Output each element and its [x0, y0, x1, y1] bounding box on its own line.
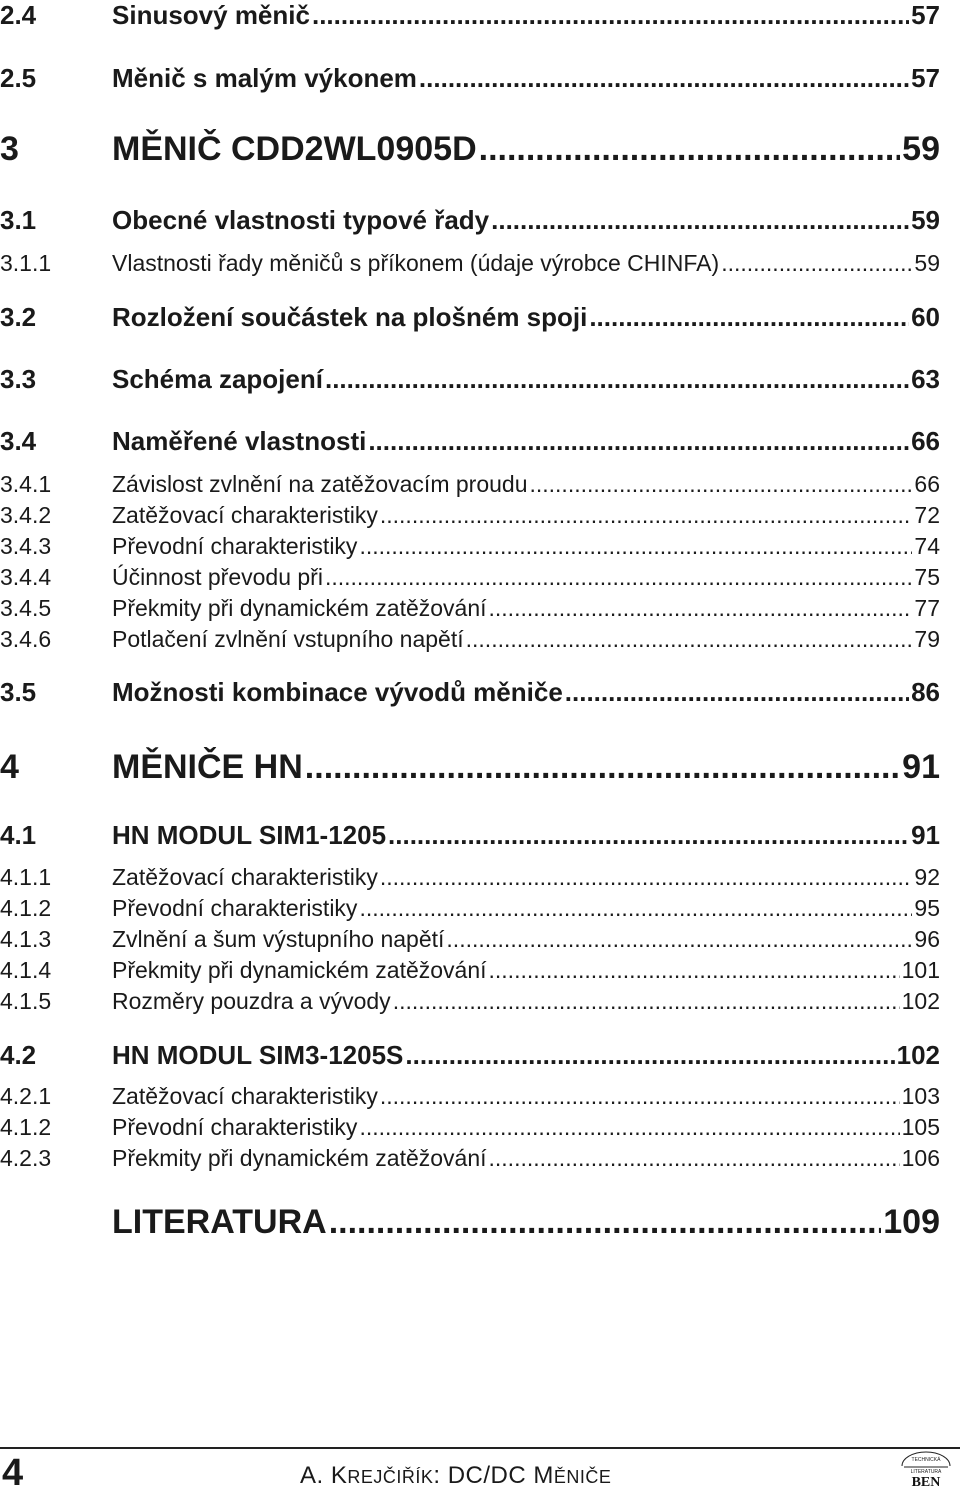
page-number: 96 — [914, 926, 940, 952]
toc-entry-3-4-3 — [0, 533, 940, 560]
section-title: MĚNIČ CDD2WL0905D — [112, 130, 477, 168]
dot-leader — [325, 564, 912, 591]
footer-book-prefix: : DC/DC M — [433, 1462, 554, 1489]
page-number: 101 — [901, 957, 940, 983]
dot-leader — [380, 502, 913, 529]
page-number: 109 — [883, 1203, 940, 1241]
section-number: 4.1 — [0, 820, 37, 850]
section-title: Zatěžovací charakteristiky — [112, 864, 378, 890]
logo-bottom-text: LITERATURA — [910, 1469, 942, 1475]
footer-running-title — [300, 1462, 611, 1490]
dot-leader — [489, 957, 900, 984]
toc-entry-2-5 — [0, 63, 940, 94]
page-number: 59 — [911, 205, 940, 235]
page-number: 95 — [914, 895, 940, 921]
page-number: 91 — [902, 748, 940, 786]
toc-entry-3 — [0, 130, 940, 169]
section-number: 4 — [0, 748, 19, 786]
page-number: 75 — [914, 564, 940, 590]
dot-leader — [419, 63, 909, 94]
footer-author-rest: REJČIŘÍK — [347, 1467, 434, 1487]
section-title: Překmity při dynamickém zatěžování — [112, 1145, 487, 1171]
toc-entry-3-4-2 — [0, 502, 940, 529]
dot-leader — [388, 820, 909, 851]
page-number: 91 — [911, 820, 940, 850]
dot-leader — [589, 302, 909, 333]
section-number: 3.4.2 — [0, 502, 52, 528]
dot-leader — [305, 748, 900, 787]
toc-entry-4-1-4 — [0, 957, 940, 984]
dot-leader — [312, 0, 909, 31]
section-title: Rozložení součástek na plošném spoji — [112, 302, 588, 332]
section-number: 3.4.3 — [0, 533, 52, 559]
section-title: Účinnost převodu při — [112, 564, 323, 590]
toc-entry-4-1-5 — [0, 988, 940, 1015]
dot-leader — [466, 626, 913, 653]
page-number: 86 — [911, 677, 940, 707]
toc-entry-3-3 — [0, 364, 940, 395]
page-number: 63 — [911, 364, 940, 394]
page-number: 59 — [914, 250, 940, 276]
section-number: 4.1.5 — [0, 988, 52, 1014]
section-title: Překmity při dynamickém zatěžování — [112, 595, 487, 621]
section-title: Zatěžovací charakteristiky — [112, 1083, 378, 1109]
section-number: 4.1.4 — [0, 957, 52, 983]
dot-leader — [529, 471, 912, 498]
section-title: HN MODUL SIM3-1205S — [112, 1040, 404, 1070]
toc-entry-literatura — [0, 1203, 940, 1242]
section-title: Rozměry pouzdra a vývody — [112, 988, 391, 1014]
section-title: Převodní charakteristiky — [112, 895, 358, 921]
toc-entry-3-4 — [0, 426, 940, 457]
section-title: Překmity při dynamickém zatěžování — [112, 957, 487, 983]
toc-entry-4-1-3 — [0, 926, 940, 953]
logo-top-text: TECHNICKÁ — [911, 1457, 941, 1463]
section-title: Zvlnění a šum výstupního napětí — [112, 926, 445, 952]
section-number: 2.4 — [0, 0, 37, 30]
section-number: 4.1.1 — [0, 864, 52, 890]
page-number: 66 — [911, 426, 940, 456]
section-number: 3.4 — [0, 426, 37, 456]
page-number: 72 — [914, 502, 940, 528]
section-title: Zatěžovací charakteristiky — [112, 502, 378, 528]
page-number: 106 — [901, 1145, 940, 1171]
toc-entry-3-1 — [0, 205, 940, 236]
section-title: MĚNIČE HN — [112, 748, 303, 786]
footer-page-number: 4 — [2, 1452, 24, 1494]
page-number: 102 — [896, 1040, 940, 1070]
dot-leader — [721, 250, 912, 277]
dot-leader — [489, 595, 913, 622]
section-number: 3.4.5 — [0, 595, 52, 621]
section-number: 3.5 — [0, 677, 37, 707]
dot-leader — [380, 1083, 900, 1110]
section-number: 3.1 — [0, 205, 37, 235]
section-title: Naměřené vlastnosti — [112, 426, 367, 456]
toc-entry-4-1-2 — [0, 895, 940, 922]
dot-leader — [405, 1040, 894, 1071]
section-title: Měnič s malým výkonem — [112, 63, 417, 93]
toc-entry-4-1-2b — [0, 1114, 940, 1141]
toc-entry-3-2 — [0, 302, 940, 333]
section-number: 3.3 — [0, 364, 37, 394]
dot-leader — [325, 364, 909, 395]
toc-entry-3-1-1 — [0, 250, 940, 277]
page-number: 60 — [911, 302, 940, 332]
section-number: 3.1.1 — [0, 250, 52, 276]
toc-entry-4-2-1 — [0, 1083, 940, 1110]
dot-leader — [359, 533, 912, 560]
section-number: 3.2 — [0, 302, 37, 332]
toc-entry-3-4-5 — [0, 595, 940, 622]
dot-leader — [393, 988, 900, 1015]
footer-book-rest: ĚNIČE — [553, 1467, 612, 1487]
toc-entry-4-2 — [0, 1040, 940, 1071]
dot-leader — [446, 926, 912, 953]
section-title: Sinusový měnič — [112, 0, 310, 30]
page-number: 77 — [914, 595, 940, 621]
toc-entry-3-4-1 — [0, 471, 940, 498]
toc-entry-3-4-4 — [0, 564, 940, 591]
section-number: 4.1.2 — [0, 1114, 52, 1140]
section-title: Potlačení zvlnění vstupního napětí — [112, 626, 464, 652]
page-number: 59 — [902, 130, 940, 168]
section-number: 3.4.4 — [0, 564, 52, 590]
section-title: Převodní charakteristiky — [112, 1114, 358, 1140]
section-number: 3.4.6 — [0, 626, 52, 652]
section-title: Možnosti kombinace vývodů měniče — [112, 677, 563, 707]
footer-divider — [0, 1447, 960, 1449]
section-number: 3 — [0, 130, 19, 168]
publisher-logo-icon — [896, 1450, 956, 1488]
footer-author-initial: A. K — [300, 1462, 348, 1489]
page-number: 105 — [901, 1114, 940, 1140]
toc-entry-4-1 — [0, 820, 940, 851]
section-title: Vlastnosti řady měničů s příkonem (údaje výrobce CHINFA) — [112, 250, 720, 276]
dot-leader — [479, 130, 901, 169]
section-title: LITERATURA — [112, 1203, 327, 1241]
toc-entry-4 — [0, 748, 940, 787]
page-number: 103 — [901, 1083, 940, 1109]
page-number: 57 — [911, 63, 940, 93]
section-title: Schéma zapojení — [112, 364, 323, 394]
dot-leader — [368, 426, 909, 457]
toc-entry-4-1-1 — [0, 864, 940, 891]
dot-leader — [380, 864, 913, 891]
section-number: 3.4.1 — [0, 471, 52, 497]
page-number: 74 — [914, 533, 940, 559]
dot-leader — [359, 1114, 899, 1141]
dot-leader — [359, 895, 912, 922]
dot-leader — [329, 1203, 882, 1242]
page-number: 79 — [914, 626, 940, 652]
dot-leader — [565, 677, 909, 708]
section-title: Obecné vlastnosti typové řady — [112, 205, 490, 235]
section-number: 4.1.3 — [0, 926, 52, 952]
section-title: HN MODUL SIM1-1205 — [112, 820, 387, 850]
section-number: 4.2.3 — [0, 1145, 52, 1171]
toc-entry-4-2-3 — [0, 1145, 940, 1172]
logo-main-text: BEN — [911, 1475, 941, 1488]
page-number: 92 — [914, 864, 940, 890]
page-number: 57 — [911, 0, 940, 30]
section-title: Převodní charakteristiky — [112, 533, 358, 559]
toc-entry-2-4 — [0, 0, 940, 31]
section-title: Závislost zvlnění na zatěžovacím proudu — [112, 471, 528, 497]
section-number: 4.1.2 — [0, 895, 52, 921]
section-number: 4.2 — [0, 1040, 37, 1070]
toc-entry-3-5 — [0, 677, 940, 708]
dot-leader — [491, 205, 909, 236]
page-number: 102 — [901, 988, 940, 1014]
page-number: 66 — [914, 471, 940, 497]
section-number: 2.5 — [0, 63, 37, 93]
toc-entry-3-4-6 — [0, 626, 940, 653]
dot-leader — [489, 1145, 900, 1172]
section-number: 4.2.1 — [0, 1083, 52, 1109]
